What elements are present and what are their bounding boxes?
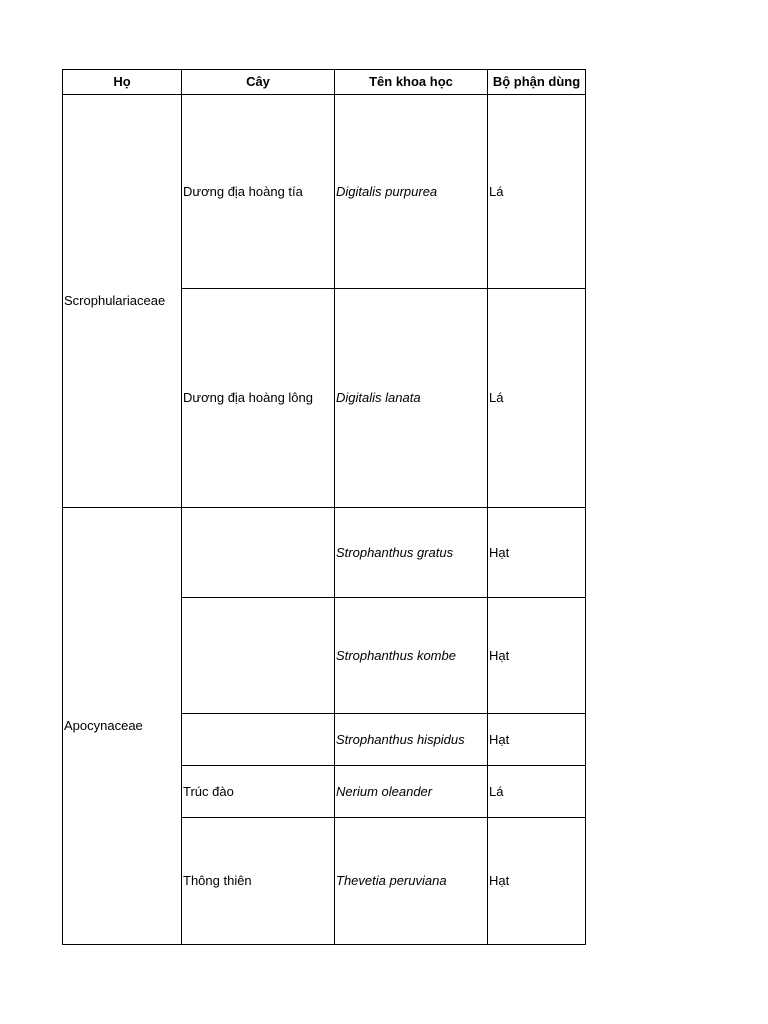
plant-cell: [182, 598, 335, 714]
header-plant: Cây: [182, 70, 335, 95]
table-header: [63, 70, 586, 95]
part-used-cell: Hạt: [488, 508, 586, 598]
scientific-name-cell: Strophanthus kombe: [335, 598, 488, 714]
header-part-used: Bộ phận dùng: [488, 70, 586, 95]
scientific-name-cell: Nerium oleander: [335, 766, 488, 818]
part-used-cell: Hạt: [488, 818, 586, 945]
table-body: [63, 95, 586, 945]
plant-cell: Trúc đào: [182, 766, 335, 818]
header-family: Họ: [63, 70, 182, 95]
header-scientific-name: Tên khoa học: [335, 70, 488, 95]
plant-cell: [182, 508, 335, 598]
header-row: [63, 70, 586, 95]
plant-table: [62, 69, 586, 945]
plant-cell: [182, 714, 335, 766]
scientific-name-cell: Digitalis lanata: [335, 289, 488, 508]
part-used-cell: Hạt: [488, 714, 586, 766]
plant-cell: Dương địa hoàng tía: [182, 95, 335, 289]
table-row: [63, 95, 586, 289]
scientific-name-cell: Thevetia peruviana: [335, 818, 488, 945]
scientific-name-cell: Strophanthus gratus: [335, 508, 488, 598]
plant-cell: Dương địa hoàng lông: [182, 289, 335, 508]
table-row: [63, 508, 586, 598]
part-used-cell: Hạt: [488, 598, 586, 714]
family-cell: Scrophulariaceae: [63, 95, 182, 508]
scientific-name-cell: Strophanthus hispidus: [335, 714, 488, 766]
scientific-name-cell: Digitalis purpurea: [335, 95, 488, 289]
part-used-cell: Lá: [488, 289, 586, 508]
part-used-cell: Lá: [488, 766, 586, 818]
plant-cell: Thông thiên: [182, 818, 335, 945]
family-cell: Apocynaceae: [63, 508, 182, 945]
part-used-cell: Lá: [488, 95, 586, 289]
